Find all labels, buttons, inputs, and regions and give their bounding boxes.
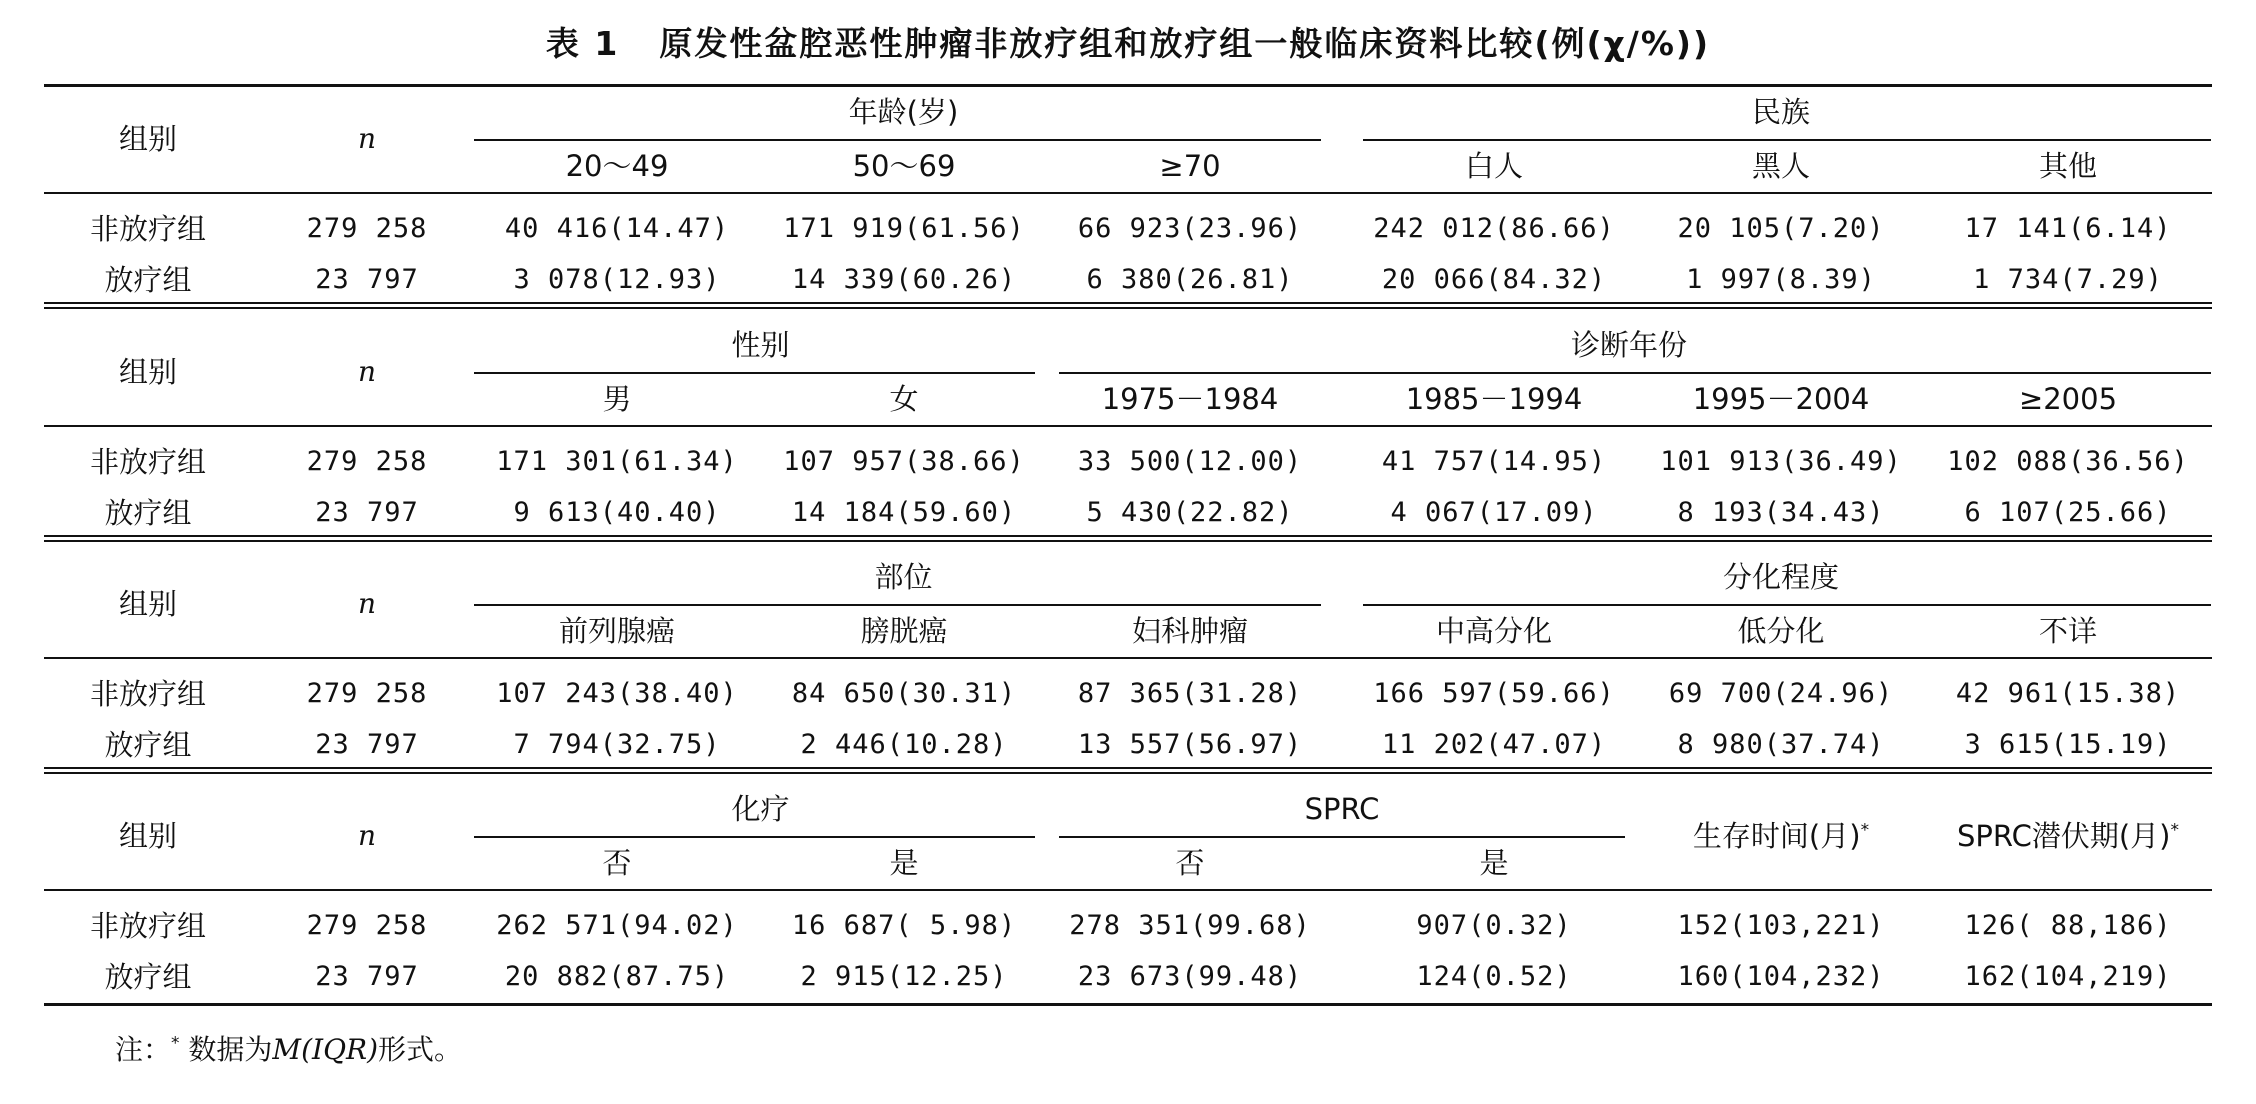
column-header: 否 bbox=[1175, 846, 1205, 880]
spanner-rule bbox=[1059, 372, 2211, 374]
column-header: 前列腺癌 bbox=[558, 614, 675, 648]
block-separator-rule bbox=[44, 772, 2212, 774]
table-cell: 107 243(38.40) bbox=[496, 678, 738, 709]
column-header: 1985－1994 bbox=[1405, 382, 1583, 416]
block-separator-rule bbox=[44, 540, 2212, 542]
column-header: 20～49 bbox=[565, 149, 669, 183]
column-header: ≥2005 bbox=[2018, 382, 2118, 416]
column-header: 男 bbox=[602, 382, 632, 416]
note-prefix: 注： bbox=[115, 1033, 172, 1066]
table-cell: 166 597(59.66) bbox=[1373, 678, 1615, 709]
table-cell: 87 365(31.28) bbox=[1077, 678, 1303, 709]
row-label: 放疗组 bbox=[104, 960, 192, 994]
column-header: 妇科肿瘤 bbox=[1131, 614, 1248, 648]
n-header: n bbox=[357, 819, 377, 852]
column-header: 否 bbox=[602, 846, 632, 880]
spanner-header: 部位 bbox=[874, 560, 933, 594]
table-cell: 17 141(6.14) bbox=[1964, 213, 2172, 244]
column-header bbox=[1636, 818, 1926, 854]
n-value: 23 797 bbox=[315, 729, 419, 760]
table-cell: 160(104,232) bbox=[1677, 961, 1885, 992]
column-header: 黑人 bbox=[1751, 149, 1810, 183]
table-cell: 4 067(17.09) bbox=[1390, 497, 1598, 528]
table-number: 表 1 bbox=[545, 24, 620, 63]
group-header: 组别 bbox=[118, 355, 177, 389]
table-cell: 171 301(61.34) bbox=[496, 446, 738, 477]
note-text-before: 数据为 bbox=[179, 1033, 273, 1066]
spanner-header: 化疗 bbox=[731, 792, 790, 826]
column-header-label: 生存时间(月) bbox=[1692, 819, 1861, 853]
table-bottom-rule bbox=[44, 1003, 2212, 1006]
table-cell: 101 913(36.49) bbox=[1660, 446, 1902, 477]
n-value: 23 797 bbox=[315, 961, 419, 992]
table-cell: 14 339(60.26) bbox=[791, 264, 1017, 295]
spanner-rule bbox=[1363, 139, 2211, 141]
spanner-rule bbox=[474, 604, 1321, 606]
header-bottom-rule bbox=[44, 192, 2212, 194]
column-header: 膀胱癌 bbox=[860, 614, 948, 648]
n-value: 23 797 bbox=[315, 497, 419, 528]
table-title: 原发性盆腔恶性肿瘤非放疗组和放疗组一般临床资料比较(例(χ/%)) bbox=[659, 24, 1711, 63]
column-header-label: SPRC潜伏期(月) bbox=[1957, 819, 2171, 853]
table-cell: 152(103,221) bbox=[1677, 910, 1885, 941]
column-header: 1995－2004 bbox=[1692, 382, 1870, 416]
table-cell: 41 757(14.95) bbox=[1381, 446, 1607, 477]
table-cell: 1 997(8.39) bbox=[1686, 264, 1876, 295]
column-header: 不详 bbox=[2038, 614, 2097, 648]
column-header: ≥70 bbox=[1159, 149, 1221, 183]
group-header: 组别 bbox=[118, 587, 177, 621]
table-cell: 3 078(12.93) bbox=[513, 264, 721, 295]
spanner-rule bbox=[474, 139, 1321, 141]
column-header: 是 bbox=[889, 846, 919, 880]
block-separator-rule bbox=[44, 302, 2212, 304]
table-cell: 6 380(26.81) bbox=[1086, 264, 1294, 295]
table-cell: 6 107(25.66) bbox=[1964, 497, 2172, 528]
table-cell: 8 980(37.74) bbox=[1677, 729, 1885, 760]
n-header: n bbox=[357, 355, 377, 388]
table-cell: 3 615(15.19) bbox=[1964, 729, 2172, 760]
column-header: 女 bbox=[889, 382, 919, 416]
spanner-header: 分化程度 bbox=[1722, 560, 1839, 594]
table-cell: 8 193(34.43) bbox=[1677, 497, 1885, 528]
n-value: 279 258 bbox=[306, 910, 428, 941]
n-value: 23 797 bbox=[315, 264, 419, 295]
table-cell: 2 446(10.28) bbox=[800, 729, 1008, 760]
table-cell: 5 430(22.82) bbox=[1086, 497, 1294, 528]
row-label: 非放疗组 bbox=[89, 677, 206, 711]
column-header: 50～69 bbox=[852, 149, 956, 183]
note-formula: M(IQR) bbox=[272, 1033, 379, 1066]
table-cell: 907(0.32) bbox=[1416, 910, 1572, 941]
column-header: 低分化 bbox=[1737, 614, 1825, 648]
block-separator-rule bbox=[44, 535, 2212, 537]
table-cell: 20 105(7.20) bbox=[1677, 213, 1885, 244]
table-cell: 7 794(32.75) bbox=[513, 729, 721, 760]
note-text-after: 形式。 bbox=[378, 1033, 463, 1066]
header-bottom-rule bbox=[44, 425, 2212, 427]
row-label: 非放疗组 bbox=[89, 445, 206, 479]
table-cell: 2 915(12.25) bbox=[800, 961, 1008, 992]
row-label: 非放疗组 bbox=[89, 212, 206, 246]
table-cell: 20 066(84.32) bbox=[1381, 264, 1607, 295]
spanner-header: 性别 bbox=[731, 328, 790, 362]
table-cell: 102 088(36.56) bbox=[1947, 446, 2189, 477]
n-value: 279 258 bbox=[306, 678, 428, 709]
block-separator-rule bbox=[44, 307, 2212, 309]
table-top-rule bbox=[44, 84, 2212, 87]
table-caption bbox=[0, 18, 2256, 65]
footnote-marker: * bbox=[1860, 820, 1870, 841]
row-label: 放疗组 bbox=[104, 496, 192, 530]
table-cell: 262 571(94.02) bbox=[496, 910, 738, 941]
table-cell: 66 923(23.96) bbox=[1077, 213, 1303, 244]
spanner-header: 民族 bbox=[1751, 95, 1810, 129]
note-marker: * bbox=[171, 1033, 180, 1054]
table-cell: 40 416(14.47) bbox=[504, 213, 730, 244]
n-header: n bbox=[357, 122, 377, 155]
column-header: 是 bbox=[1479, 846, 1509, 880]
column-header: 1975－1984 bbox=[1101, 382, 1279, 416]
table-cell: 13 557(56.97) bbox=[1077, 729, 1303, 760]
spanner-rule bbox=[1363, 604, 2211, 606]
table-cell: 278 351(99.68) bbox=[1069, 910, 1311, 941]
header-bottom-rule bbox=[44, 889, 2212, 891]
group-header: 组别 bbox=[118, 122, 177, 156]
table-cell: 11 202(47.07) bbox=[1381, 729, 1607, 760]
table-cell: 84 650(30.31) bbox=[791, 678, 1017, 709]
spanner-header: SPRC bbox=[1304, 792, 1380, 826]
table-cell: 23 673(99.48) bbox=[1077, 961, 1303, 992]
spanner-header: 年龄(岁) bbox=[848, 95, 959, 129]
table-cell: 16 687( 5.98) bbox=[791, 910, 1017, 941]
table-cell: 242 012(86.66) bbox=[1373, 213, 1615, 244]
table-cell: 1 734(7.29) bbox=[1973, 264, 2163, 295]
table-cell: 69 700(24.96) bbox=[1668, 678, 1894, 709]
table-footnote bbox=[115, 1028, 462, 1068]
column-header bbox=[1923, 818, 2213, 854]
table-cell: 42 961(15.38) bbox=[1955, 678, 2181, 709]
n-value: 279 258 bbox=[306, 446, 428, 477]
table-cell: 124(0.52) bbox=[1416, 961, 1572, 992]
header-bottom-rule bbox=[44, 657, 2212, 659]
column-header: 中高分化 bbox=[1435, 614, 1552, 648]
column-header: 白人 bbox=[1464, 149, 1523, 183]
footnote-marker: * bbox=[2170, 820, 2179, 841]
table-cell: 107 957(38.66) bbox=[783, 446, 1025, 477]
column-header: 其他 bbox=[2038, 149, 2097, 183]
block-separator-rule bbox=[44, 767, 2212, 769]
row-label: 放疗组 bbox=[104, 263, 192, 297]
spanner-rule bbox=[1059, 836, 1625, 838]
group-header: 组别 bbox=[118, 819, 177, 853]
spanner-rule bbox=[474, 836, 1035, 838]
table-cell: 14 184(59.60) bbox=[791, 497, 1017, 528]
table-cell: 33 500(12.00) bbox=[1077, 446, 1303, 477]
row-label: 放疗组 bbox=[104, 728, 192, 762]
table-cell: 20 882(87.75) bbox=[504, 961, 730, 992]
spanner-rule bbox=[474, 372, 1035, 374]
spanner-header: 诊断年份 bbox=[1570, 328, 1687, 362]
table-cell: 171 919(61.56) bbox=[783, 213, 1025, 244]
table-cell: 9 613(40.40) bbox=[513, 497, 721, 528]
row-label: 非放疗组 bbox=[89, 909, 206, 943]
table-cell: 162(104,219) bbox=[1964, 961, 2172, 992]
n-header: n bbox=[357, 587, 377, 620]
n-value: 279 258 bbox=[306, 213, 428, 244]
table-cell: 126( 88,186) bbox=[1964, 910, 2172, 941]
